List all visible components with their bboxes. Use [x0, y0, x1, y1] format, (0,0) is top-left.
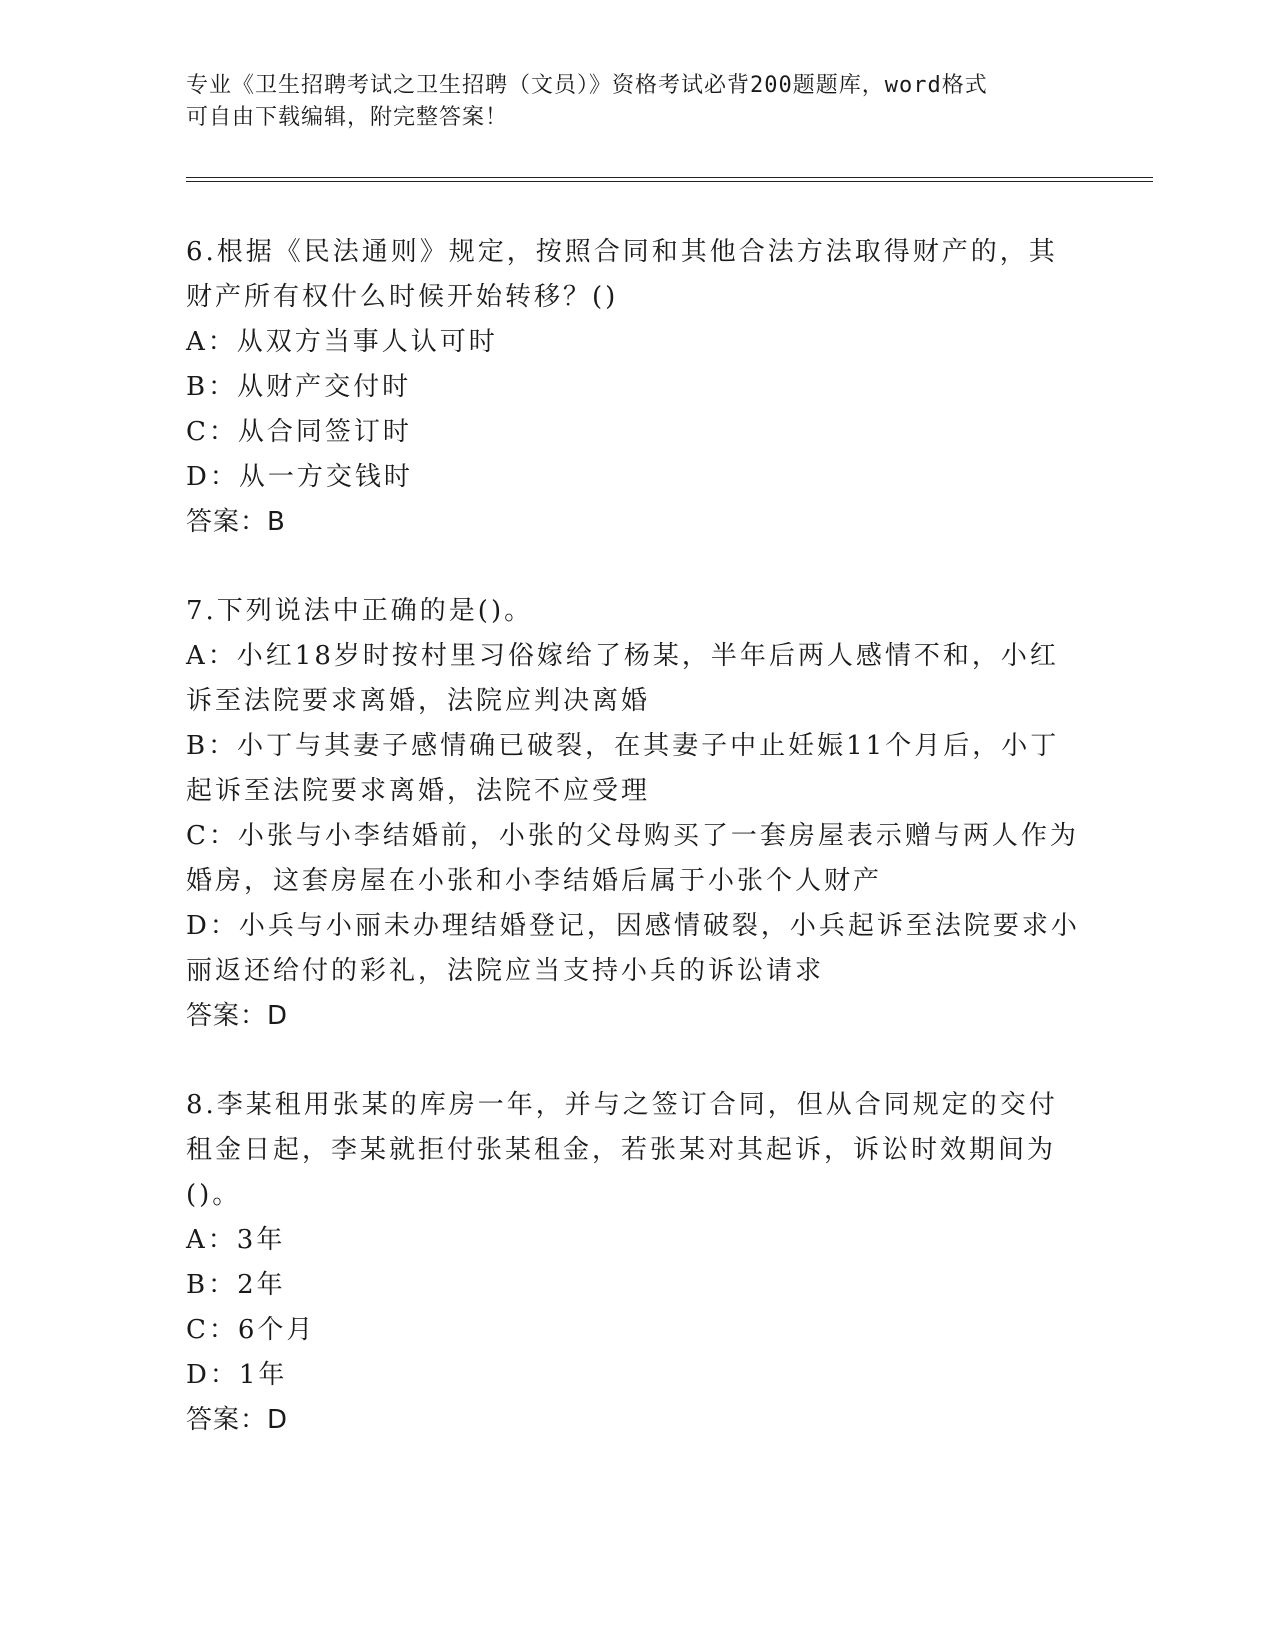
option-d: D：1年: [186, 1360, 288, 1390]
question-stem-line: 8.李某租用张某的库房一年，并与之签订合同，但从合同规定的交付: [186, 1090, 1058, 1120]
option-c: C：6个月: [186, 1315, 316, 1345]
option-b: B：小丁与其妻子感情确已破裂，在其妻子中止妊娠11个月后，小丁: [186, 731, 1060, 761]
question-stem-line: 6.根据《民法通则》规定，按照合同和其他合法方法取得财产的，其: [186, 237, 1058, 267]
header-divider: [186, 177, 1153, 182]
option-b: B：从财产交付时: [186, 372, 412, 402]
question-8: [186, 1083, 1086, 1443]
answer-label: 答案：B: [186, 507, 286, 537]
option-b: B：2年: [186, 1270, 286, 1300]
option-a-continued: 诉至法院要求离婚，法院应判决离婚: [186, 686, 651, 716]
question-stem-line: ()。: [186, 1180, 242, 1210]
option-d: D：从一方交钱时: [186, 462, 413, 492]
question-stem-line: 财产所有权什么时候开始转移？(): [186, 282, 619, 312]
option-a: A：小红18岁时按村里习俗嫁给了杨某，半年后两人感情不和，小红: [186, 641, 1059, 671]
question-6: [186, 230, 1086, 545]
option-d-continued: 丽返还给付的彩礼，法院应当支持小兵的诉讼请求: [186, 956, 825, 986]
answer-label: 答案：D: [186, 1405, 289, 1435]
option-a: A：从双方当事人认可时: [186, 327, 498, 357]
option-d: D：小兵与小丽未办理结婚登记，因感情破裂，小兵起诉至法院要求小: [186, 911, 1080, 941]
question-7: [186, 589, 1086, 1039]
header-line-2: 可自由下载编辑，附完整答案！: [186, 105, 509, 130]
question-stem-line: 租金日起，李某就拒付张某租金，若张某对其起诉，诉讼时效期间为: [186, 1135, 1057, 1165]
option-b-continued: 起诉至法院要求离婚，法院不应受理: [186, 776, 651, 806]
option-a: A：3年: [186, 1225, 286, 1255]
question-list: [186, 230, 1086, 1443]
option-c-continued: 婚房，这套房屋在小张和小李结婚后属于小张个人财产: [186, 866, 883, 896]
option-c: C：小张与小李结婚前，小张的父母购买了一套房屋表示赠与两人作为: [186, 821, 1079, 851]
header-line-1: 专业《卫生招聘考试之卫生招聘（文员）》资格考试必背200题题库，word格式: [186, 73, 988, 98]
option-c: C：从合同签订时: [186, 417, 412, 447]
document-header: [186, 70, 1086, 134]
answer-label: 答案：D: [186, 1001, 289, 1031]
question-stem-line: 7.下列说法中正确的是()。: [186, 596, 534, 626]
